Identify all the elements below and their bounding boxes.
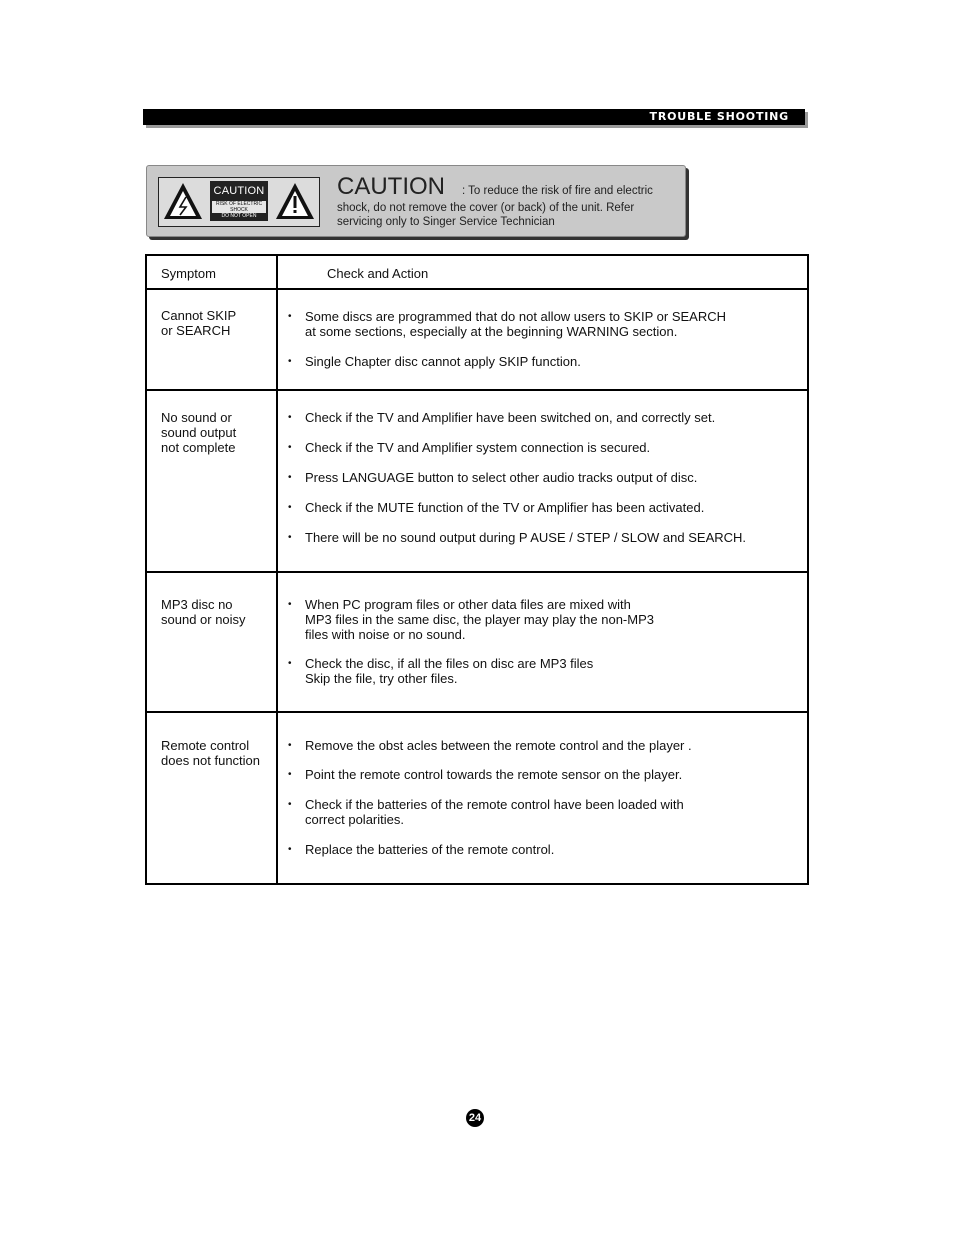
bullet-icon: • — [288, 442, 292, 453]
section-title: TROUBLE SHOOTING — [649, 110, 789, 123]
action-item: • Replace the batteries of the remote control. — [288, 842, 555, 857]
action-item: • Check if the batteries of the remote control have been loaded with correct polarities. — [288, 797, 684, 827]
symptom-cell: Cannot SKIP or SEARCH — [161, 308, 237, 338]
action-item: • Some discs are programmed that do not allow users to SKIP or SEARCH at some sections, especially at the beginning WARNING section. — [288, 309, 727, 339]
caution-label-line1: RISK OF ELECTRIC SHOCK — [212, 201, 266, 213]
column-divider — [276, 256, 278, 883]
symptom-cell: MP3 disc no sound or noisy — [161, 597, 246, 627]
bullet-icon: • — [288, 769, 292, 780]
action-item: • There will be no sound output during P AUSE / STEP / SLOW and SEARCH. — [288, 530, 747, 545]
caution-label-center — [210, 181, 268, 221]
header-symptom: Symptom — [161, 266, 216, 281]
caution-box — [146, 165, 686, 237]
bullet-icon: • — [288, 356, 292, 367]
action-item: • Check if the TV and Amplifier have been switched on, and correctly set. — [288, 410, 716, 425]
action-item: • Press LANGUAGE button to select other audio tracks output of disc. — [288, 470, 698, 485]
caution-heading: CAUTION — [337, 173, 445, 200]
action-item: • Point the remote control towards the remote sensor on the player. — [288, 767, 683, 782]
bullet-icon: • — [288, 412, 292, 423]
row-divider — [147, 288, 807, 290]
row-divider — [147, 571, 807, 573]
bullet-icon: • — [288, 658, 292, 669]
header-check-action: Check and Action — [327, 266, 429, 281]
row-divider — [147, 389, 807, 391]
caution-label-line2: DO NOT OPEN — [221, 213, 257, 219]
bullet-icon: • — [288, 599, 292, 610]
caution-text-line1: : To reduce the risk of fire and electric — [462, 185, 653, 197]
symptom-cell: Remote control does not function — [161, 738, 261, 768]
action-item: • When PC program files or other data files are mixed with MP3 files in the same disc, the player may play the non-MP3 files with noise or no sound. — [288, 597, 654, 642]
action-item: • Remove the obst acles between the remote control and the player . — [288, 738, 692, 753]
caution-text-body: shock, do not remove the cover (or back) of the unit. Refer servicing only to Singer Service Technician — [337, 202, 635, 228]
bullet-icon: • — [288, 502, 292, 513]
lightning-warning-icon — [162, 181, 204, 221]
bullet-icon: • — [288, 799, 292, 810]
bullet-icon: • — [288, 844, 292, 855]
action-item: • Single Chapter disc cannot apply SKIP function. — [288, 354, 581, 369]
bullet-icon: • — [288, 472, 292, 483]
bullet-icon: • — [288, 740, 292, 751]
caution-label-title: CAUTION — [213, 185, 265, 197]
bullet-icon: • — [288, 311, 292, 322]
action-item: • Check if the MUTE function of the TV or Amplifier has been activated. — [288, 500, 705, 515]
action-item: • Check the disc, if all the files on disc are MP3 files Skip the file, try other files. — [288, 656, 594, 686]
troubleshooting-table — [145, 254, 809, 885]
exclamation-warning-icon — [274, 181, 316, 221]
bullet-icon: • — [288, 532, 292, 543]
section-header-bar — [143, 109, 805, 125]
action-item: • Check if the TV and Amplifier system connection is secured. — [288, 440, 651, 455]
row-divider — [147, 711, 807, 713]
symptom-cell: No sound or sound output not complete — [161, 410, 237, 455]
page-number: 24 — [466, 1109, 484, 1127]
caution-label-graphic — [158, 177, 320, 227]
